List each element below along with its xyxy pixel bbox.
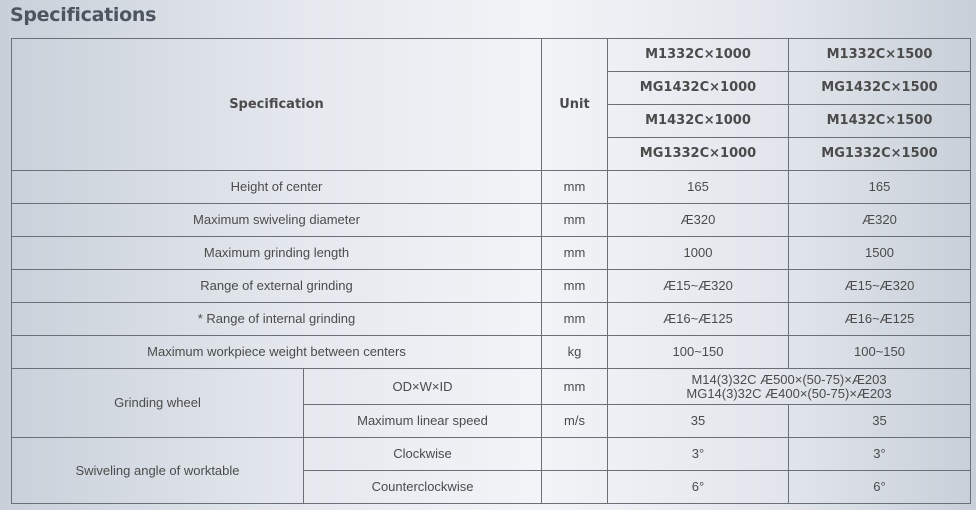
specifications-table xyxy=(11,38,971,504)
spec-unit xyxy=(542,471,608,504)
spec-value: Æ320 xyxy=(608,204,789,237)
spec-unit: mm xyxy=(542,270,608,303)
spec-unit: mm xyxy=(542,237,608,270)
table-row xyxy=(12,270,971,303)
model-header: MG1432C×1000 xyxy=(608,72,789,105)
model-header: MG1332C×1500 xyxy=(789,138,971,171)
spec-value: 6° xyxy=(608,471,789,504)
spec-unit: mm xyxy=(542,204,608,237)
spec-label: Maximum swiveling diameter xyxy=(12,204,542,237)
model-header: MG1332C×1000 xyxy=(608,138,789,171)
od-value-line: M14(3)32C Æ500×(50-75)×Æ203 xyxy=(691,371,887,387)
spec-value: Æ320 xyxy=(789,204,971,237)
table-row xyxy=(12,438,971,471)
spec-label: Maximum linear speed xyxy=(304,405,542,438)
spec-value: 100~150 xyxy=(608,336,789,369)
spec-value: 3° xyxy=(789,438,971,471)
spec-value: 3° xyxy=(608,438,789,471)
header-row xyxy=(12,39,971,72)
spec-value: 35 xyxy=(608,405,789,438)
spec-label: Height of center xyxy=(12,171,542,204)
spec-value: 165 xyxy=(608,171,789,204)
page-title: Specifications xyxy=(10,4,157,26)
model-header: M1432C×1000 xyxy=(608,105,789,138)
spec-value: 1000 xyxy=(608,237,789,270)
spec-unit: mm xyxy=(542,369,608,405)
spec-value: 35 xyxy=(789,405,971,438)
spec-value xyxy=(608,369,971,405)
swivel-angle-label: Swiveling angle of worktable xyxy=(12,438,304,504)
model-header: MG1432C×1500 xyxy=(789,72,971,105)
spec-unit: kg xyxy=(542,336,608,369)
table-row xyxy=(12,204,971,237)
spec-label: Clockwise xyxy=(304,438,542,471)
spec-unit: m/s xyxy=(542,405,608,438)
spec-unit: mm xyxy=(542,303,608,336)
spec-value: 165 xyxy=(789,171,971,204)
spec-value: 100~150 xyxy=(789,336,971,369)
spec-label: OD×W×ID xyxy=(304,369,542,405)
table-row xyxy=(12,303,971,336)
od-value-line: MG14(3)32C Æ400×(50-75)×Æ203 xyxy=(686,385,892,401)
spec-value: 6° xyxy=(789,471,971,504)
spec-label: * Range of internal grinding xyxy=(12,303,542,336)
spec-value: 1500 xyxy=(789,237,971,270)
table-row xyxy=(12,369,971,405)
unit-header: Unit xyxy=(542,39,608,171)
table-row xyxy=(12,336,971,369)
table-row xyxy=(12,237,971,270)
model-header: M1332C×1500 xyxy=(789,39,971,72)
spec-value: Æ15~Æ320 xyxy=(789,270,971,303)
spec-label: Maximum grinding length xyxy=(12,237,542,270)
spec-unit xyxy=(542,438,608,471)
spec-label: Range of external grinding xyxy=(12,270,542,303)
spec-value: Æ16~Æ125 xyxy=(608,303,789,336)
spec-unit: mm xyxy=(542,171,608,204)
spec-label: Counterclockwise xyxy=(304,471,542,504)
model-header: M1332C×1000 xyxy=(608,39,789,72)
spec-label: Maximum workpiece weight between centers xyxy=(12,336,542,369)
specification-header: Specification xyxy=(12,39,542,171)
spec-value: Æ15~Æ320 xyxy=(608,270,789,303)
grinding-wheel-label: Grinding wheel xyxy=(12,369,304,438)
table-row xyxy=(12,171,971,204)
spec-value: Æ16~Æ125 xyxy=(789,303,971,336)
model-header: M1432C×1500 xyxy=(789,105,971,138)
